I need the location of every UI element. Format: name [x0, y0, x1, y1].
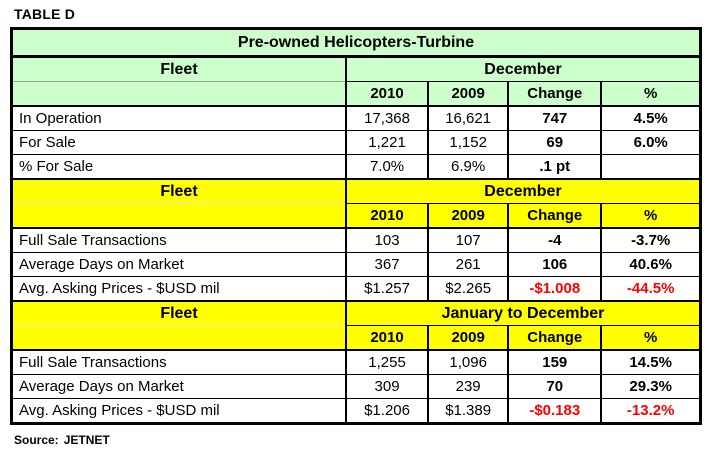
value-pct: 40.6% — [601, 253, 700, 277]
row-average-days-dec — [12, 253, 701, 277]
section3-header-row — [12, 301, 701, 326]
section1-header-row — [12, 57, 701, 82]
source-label: Source: — [14, 433, 59, 447]
value-2009: 239 — [428, 375, 508, 399]
section2-blank-cell — [12, 204, 346, 229]
value-pct: -3.7% — [601, 228, 700, 253]
value-pct: 14.5% — [601, 350, 700, 375]
section1-fleet-header: Fleet — [12, 57, 346, 82]
section3-fleet-header: Fleet — [12, 301, 346, 326]
value-change: 69 — [508, 131, 601, 155]
section3-col-change: Change — [508, 326, 601, 351]
table-title-row — [12, 29, 701, 57]
section1-col-change: Change — [508, 82, 601, 107]
value-2010: 1,255 — [346, 350, 428, 375]
section2-col-change: Change — [508, 204, 601, 229]
section2-columns-row — [12, 204, 701, 229]
metric-label: In Operation — [12, 106, 346, 131]
value-2010: 309 — [346, 375, 428, 399]
section1-col-2010: 2010 — [346, 82, 428, 107]
preowned-helicopters-table — [10, 27, 702, 425]
row-for-sale — [12, 131, 701, 155]
source-note — [14, 433, 712, 447]
section2-fleet-header: Fleet — [12, 179, 346, 204]
section3-blank-cell — [12, 326, 346, 351]
row-avg-asking-prices-ytd — [12, 399, 701, 424]
blank-gray-cell — [601, 155, 700, 180]
value-pct: 6.0% — [601, 131, 700, 155]
section3-col-pct: % — [601, 326, 700, 351]
value-change: .1 pt — [508, 155, 601, 180]
metric-label: % For Sale — [12, 155, 346, 180]
value-2010: 103 — [346, 228, 428, 253]
value-change-negative: -$0.183 — [508, 399, 601, 424]
metric-label: Average Days on Market — [12, 253, 346, 277]
value-2010: 17,368 — [346, 106, 428, 131]
value-2009: 6.9% — [428, 155, 508, 180]
value-2010: 367 — [346, 253, 428, 277]
value-2010: $1.206 — [346, 399, 428, 424]
metric-label: Avg. Asking Prices - $USD mil — [12, 277, 346, 302]
metric-label: Full Sale Transactions — [12, 350, 346, 375]
row-pct-for-sale — [12, 155, 701, 180]
value-change-negative: -$1.008 — [508, 277, 601, 302]
value-change: 106 — [508, 253, 601, 277]
value-change: 70 — [508, 375, 601, 399]
value-2009: 1,152 — [428, 131, 508, 155]
section3-col-2009: 2009 — [428, 326, 508, 351]
value-2009: 16,621 — [428, 106, 508, 131]
value-change: 747 — [508, 106, 601, 131]
section1-col-pct: % — [601, 82, 700, 107]
section2-header-row — [12, 179, 701, 204]
value-pct: 29.3% — [601, 375, 700, 399]
section3-columns-row — [12, 326, 701, 351]
value-pct: 4.5% — [601, 106, 700, 131]
value-pct-negative: -44.5% — [601, 277, 700, 302]
section1-columns-row — [12, 82, 701, 107]
value-2010: $1.257 — [346, 277, 428, 302]
table-title: Pre-owned Helicopters-Turbine — [12, 29, 701, 57]
value-pct-negative: -13.2% — [601, 399, 700, 424]
metric-label: Full Sale Transactions — [12, 228, 346, 253]
row-full-sale-transactions-ytd — [12, 350, 701, 375]
section2-col-2009: 2009 — [428, 204, 508, 229]
value-2009: $1.389 — [428, 399, 508, 424]
row-avg-asking-prices-dec — [12, 277, 701, 302]
metric-label: Avg. Asking Prices - $USD mil — [12, 399, 346, 424]
metric-label: Average Days on Market — [12, 375, 346, 399]
section2-period-header: December — [346, 179, 701, 204]
section3-col-2010: 2010 — [346, 326, 428, 351]
table-caption: TABLE D — [14, 6, 76, 22]
value-2009: 107 — [428, 228, 508, 253]
section1-col-2009: 2009 — [428, 82, 508, 107]
value-2009: 1,096 — [428, 350, 508, 375]
value-change: 159 — [508, 350, 601, 375]
row-full-sale-transactions-dec — [12, 228, 701, 253]
section2-col-pct: % — [601, 204, 700, 229]
section3-period-header: January to December — [346, 301, 701, 326]
value-2010: 7.0% — [346, 155, 428, 180]
row-in-operation — [12, 106, 701, 131]
section2-col-2010: 2010 — [346, 204, 428, 229]
section1-period-header: December — [346, 57, 701, 82]
source-value: JETNET — [63, 433, 110, 447]
section1-blank-cell — [12, 82, 346, 107]
value-2009: $2.265 — [428, 277, 508, 302]
value-change: -4 — [508, 228, 601, 253]
value-2009: 261 — [428, 253, 508, 277]
row-average-days-ytd — [12, 375, 701, 399]
value-2010: 1,221 — [346, 131, 428, 155]
metric-label: For Sale — [12, 131, 346, 155]
